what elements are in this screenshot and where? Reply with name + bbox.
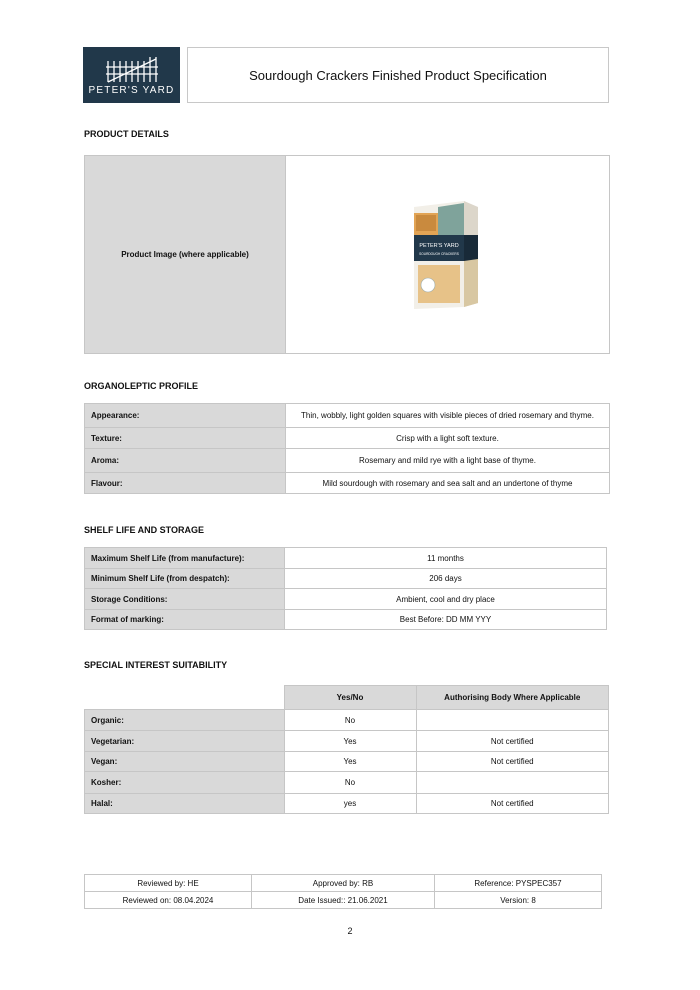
table-row (85, 875, 602, 892)
document-control-table (84, 874, 602, 909)
row-label: Storage Conditions: (85, 589, 285, 610)
row-label: Kosher: (85, 772, 285, 794)
suitability-table (84, 685, 609, 814)
table-row (85, 449, 610, 473)
document-title: Sourdough Crackers Finished Product Specification (187, 47, 609, 103)
row-label: Maximum Shelf Life (from manufacture): (85, 548, 285, 569)
table-row (85, 473, 610, 494)
table-row (85, 428, 610, 449)
row-value: Mild sourdough with rosemary and sea salt and an undertone of thyme (286, 473, 610, 494)
row-value: Thin, wobbly, light golden squares with visible pieces of dried rosemary and thyme. (286, 404, 610, 428)
row-authorising-body: Not certified (416, 731, 609, 752)
section-heading-suitability: SPECIAL INTEREST SUITABILITY (84, 660, 228, 670)
product-image-label: Product Image (where applicable) (85, 156, 286, 354)
product-box-image (408, 199, 488, 311)
row-value: Ambient, cool and dry place (285, 589, 607, 610)
row-value: 11 months (285, 548, 607, 569)
product-details-table (84, 155, 610, 354)
row-yesno: No (284, 772, 416, 794)
row-label: Appearance: (85, 404, 286, 428)
row-authorising-body (416, 710, 609, 731)
fence-logo-icon (106, 55, 158, 83)
table-row (85, 404, 610, 428)
row-label: Organic: (85, 710, 285, 731)
row-authorising-body: Not certified (416, 794, 609, 814)
row-label: Halal: (85, 794, 285, 814)
table-row (85, 752, 609, 772)
page-number: 2 (347, 926, 353, 936)
table-row (85, 710, 609, 731)
section-heading-shelf-life: SHELF LIFE AND STORAGE (84, 525, 205, 535)
row-label: Aroma: (85, 449, 286, 473)
row-label: Texture: (85, 428, 286, 449)
row-label: Minimum Shelf Life (from despatch): (85, 569, 285, 589)
section-heading-organoleptic: ORGANOLEPTIC PROFILE (84, 381, 199, 391)
table-row (85, 772, 609, 794)
organoleptic-table (84, 403, 610, 494)
product-image-cell (286, 156, 610, 354)
row-value: Rosemary and mild rye with a light base of thyme. (286, 449, 610, 473)
table-row (85, 548, 607, 569)
version: Version: 8 (435, 892, 602, 909)
row-label: Vegan: (85, 752, 285, 772)
row-label: Vegetarian: (85, 731, 285, 752)
row-yesno: Yes (284, 752, 416, 772)
row-value: 206 days (285, 569, 607, 589)
row-authorising-body (416, 772, 609, 794)
reviewed-on: Reviewed on: 08.04.2024 (85, 892, 252, 909)
box-subtitle-text: SOURDOUGH CRACKERS (418, 251, 459, 256)
row-yesno: Yes (284, 731, 416, 752)
reviewed-by: Reviewed by: HE (85, 875, 252, 892)
date-issued: Date Issued:: 21.06.2021 (252, 892, 435, 909)
box-brand-text: PETER'S YARD (418, 242, 459, 249)
table-row (85, 794, 609, 814)
reference: Reference: PYSPEC357 (435, 875, 602, 892)
table-row (85, 610, 607, 630)
empty-header-cell (85, 686, 285, 710)
table-row (85, 892, 602, 909)
shelf-life-table (84, 547, 607, 630)
logo-text: PETER'S YARD (88, 84, 175, 96)
table-row (85, 731, 609, 752)
row-value: Crisp with a light soft texture. (286, 428, 610, 449)
table-row (85, 569, 607, 589)
column-header-yesno: Yes/No (284, 686, 416, 710)
company-logo (83, 47, 180, 103)
table-row (85, 589, 607, 610)
section-heading-product-details: PRODUCT DETAILS (84, 129, 169, 139)
row-yesno: No (284, 710, 416, 731)
row-label: Format of marking: (85, 610, 285, 630)
row-authorising-body: Not certified (416, 752, 609, 772)
row-label: Flavour: (85, 473, 286, 494)
approved-by: Approved by: RB (252, 875, 435, 892)
column-header-authorising-body: Authorising Body Where Applicable (416, 686, 609, 710)
table-header-row (85, 686, 609, 710)
row-yesno: yes (284, 794, 416, 814)
row-value: Best Before: DD MM YYY (285, 610, 607, 630)
